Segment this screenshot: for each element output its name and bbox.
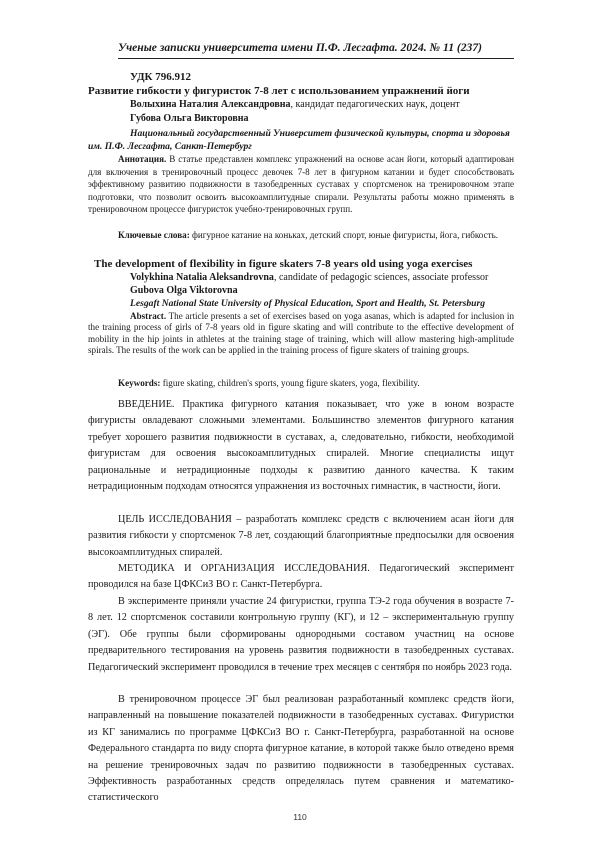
header-rule (118, 58, 514, 59)
keywords-en (88, 378, 514, 389)
author-en-1 (130, 272, 488, 283)
journal-header: Ученые записки университета имени П.Ф. Лесгафта. 2024. № 11 (237) (118, 41, 483, 54)
abstract-ru-label: Аннотация. (118, 154, 167, 164)
paragraph-training-process: В тренировочном процессе ЭГ был реализован разработанный комплекс средств йоги, направленный на повышение показателей подвижности в тазобедренных суставах. Фигуристки из КГ занимались по программе ЦФКСиЗ ВО г. Санкт-Петербурга, разработанной на основе Федерального стандарта по виду спорта фигурное катание, в которой также было отведено время на решение тренировочных задач по развитию подвижности в тазобедренных суставах. Эффективность разработанных средств определялась путем сравнения и математико-статистического (88, 694, 514, 804)
author-ru-1-degree: , кандидат педагогических наук, доцент (290, 99, 460, 110)
udc-code: УДК 796.912 (130, 71, 192, 83)
keywords-ru (88, 229, 514, 242)
keywords-en-text: figure skating, children's sports, young figure skaters, yoga, flexibility. (160, 378, 420, 388)
paragraph-participants: В эксперименте приняли участие 24 фигуристки, группа ТЭ-2 года обучения в возрасте 7-8 лет. 12 спортсменок составили контрольную группу (КГ), и 12 – экспериментальную группу (ЭГ). Обе группы были сформированы однородными составом участниц на основе предварительного тестирования на уровень развития подвижности в тазобедренных суставах. Педагогический эксперимент проводился в течение трех месяцев с сентября по ноябрь 2023 года. (88, 596, 514, 673)
keywords-ru-label: Ключевые слова: (118, 230, 190, 240)
abstract-en-text: The article presents a set of exercises based on yoga asanas, which is adapted for inclusion in the training process of girls of 7-8 years old in figure skating and will contribute to the effective development of mobility in the hip joints in athletes at the training stage of training, which will allow mastering high-amplitude spirals. The results of the work can be applied in the training process of figure skaters of training groups. (88, 311, 514, 355)
author-en-1-degree: , candidate of pedagogic sciences, associate professor (273, 272, 489, 283)
keywords-ru-text: фигурное катание на коньках, детский спорт, юные фигуристы, йога, гибкость. (189, 230, 499, 240)
affiliation-en: Lesgaft National State University of Physical Education, Sport and Health, St. Petersburg (130, 298, 485, 309)
author-en-2: Gubova Olga Viktorovna (130, 285, 238, 296)
author-ru-2: Губова Ольга Викторовна (130, 113, 249, 124)
affiliation-ru: Национальный государственный Университет физической культуры, спорта и здоровья им. П.Ф. Лесгафта, Санкт-Петербург (88, 128, 510, 152)
keywords-en-label: Keywords: (118, 378, 161, 388)
abstract-ru (88, 153, 514, 216)
author-ru-1-name: Волыхина Наталия Александровна (130, 99, 291, 110)
abstract-en (88, 311, 514, 356)
paragraph-methods: МЕТОДИКА И ОРГАНИЗАЦИЯ ИССЛЕДОВАНИЯ. Педагогический эксперимент проводился на базе ЦФКСиЗ ВО г. Санкт-Петербурга. (88, 563, 514, 591)
author-ru-1 (130, 99, 460, 110)
page-number: 110 (293, 812, 307, 822)
article-title-en: The development of flexibility in figure skaters 7-8 years old using yoga exercises (94, 258, 473, 270)
paragraph-introduction: ВВЕДЕНИЕ. Практика фигурного катания показывает, что уже в юном возрасте фигуристы овладевают сложными элементами. Большинство элементов фигурного катания требует хорошего развития подвижности в суставах, а, следовательно, гибкости, необходимой фигуристам для освоения высокоамплитудных спиралей. Многие специалисты ищут рациональные и нетрадиционные подходы к развитию данного качества. К таким нетрадиционным подходам относятся упражнения из восточных гимнастик, в частности, йоги. (88, 399, 514, 493)
abstract-ru-text: В статье представлен комплекс упражнений на основе асан йоги, который адаптирован для включения в тренировочный процесс девочек 7-8 лет в фигурном катании и будет способствовать эффективному развитию подвижности в тазобедренных суставах у спортсменок на тренировочном этапе подготовки, что позволит освоить высокоамплитудные спирали. Результаты работы можно применять в тренировочном процессе фигуристок учебно-тренировочных групп. (88, 154, 514, 214)
paragraph-aim: ЦЕЛЬ ИССЛЕДОВАНИЯ – разработать комплекс средств с включением асан йоги для развития гибкости у спортсменок 7-8 лет, создающий благоприятные предпосылки для освоения высокоамплитудных спиралей. (88, 514, 514, 558)
abstract-en-label: Abstract. (130, 311, 167, 321)
author-en-1-name: Volykhina Natalia Aleksandrovna (130, 272, 274, 283)
article-title-ru: Развитие гибкости у фигуристок 7-8 лет с использованием упражнений йоги (88, 85, 470, 97)
